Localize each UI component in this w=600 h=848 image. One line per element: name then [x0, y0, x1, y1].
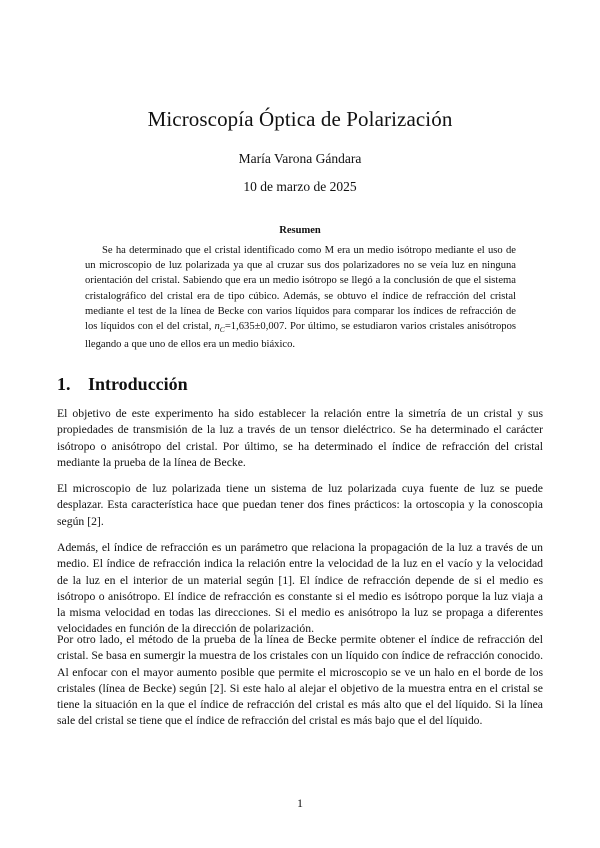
- page-number: 1: [297, 796, 303, 810]
- refractive-index-symbol: n: [214, 321, 220, 333]
- abstract-text-before: Se ha determinado que el cristal identificado como M era un medio isótropo mediante el uso de un microscopio de luz polarizada ya que al cruzar sus dos polarizadores no se veía luz en ninguna orientación del cristal. Sabiendo que era un medio isótropo se llegó a la conclusión de que el sistema cristalográfico del cristal era de tipo cúbico. Además, se obtuvo el índice de refracción del cristal mediante el test de la línea de Becke con varios líquidos para comparar los índices de refracción de los líquidos con el del cristal,: [85, 245, 516, 333]
- section-heading: [57, 374, 188, 395]
- intro-paragraph-4: Por otro lado, el método de la prueba de la línea de Becke permite obtener el índice de refracción del cristal. Se basa en sumergir la muestra de los cristales con un líquido con índice de refracción conocido. Al enfocar con el mayor aumento posible que permite el microscopio se ve un halo en el borde de los cristales (línea de Becke) según [2]. Si este halo al alejar el objetivo de la muestra entra en el cristal se tiene la situación en la que el índice de refracción del cristal es más alto que el del líquido. Si la línea sale del cristal se tiene que el índice de refracción del cristal es más bajo que el del líquido.: [57, 633, 543, 728]
- abstract-text: [85, 243, 516, 353]
- section-title: Introducción: [88, 374, 188, 394]
- paper-date: 10 de marzo de 2025: [243, 179, 357, 194]
- section-number: 1.: [57, 374, 71, 394]
- author-name: María Varona Gándara: [238, 151, 362, 166]
- intro-paragraph-1: El objetivo de este experimento ha sido establecer la relación entre la simetría de un cristal y sus propiedades de transmisión de la luz a través de un tensor dieléctrico. Se ha determinado el carácter isótropo o anisótropo del cristal. Por último, se ha determinado el índice de refracción del cristal mediante la prueba de la línea de Becke.: [57, 407, 543, 469]
- paper-title: Microscopía Óptica de Polarización: [147, 107, 453, 131]
- abstract-text-after: =1,635±0,007. Por último, se estudiaron varios cristales anisótropos llegando a que uno de ellos era un medio biáxico.: [85, 321, 517, 351]
- refractive-index-subscript: C: [219, 325, 225, 335]
- abstract-heading: Resumen: [279, 225, 321, 236]
- intro-paragraph-3: Además, el índice de refracción es un parámetro que relaciona la propagación de la luz a través de un medio. El índice de refracción indica la relación entre la velocidad de la luz en el vacío y la velocidad de la luz en el interior de un material según [1]. El índice de refracción depende de si el medio es isótropo o anisótropo. El índice de refracción es constante si el medio es isótropo porque la luz viaja a la misma velocidad en todas las direcciones. Si el medio es anisótropo la luz se propaga a diferentes velocidades en función de la dirección de polarización.: [57, 541, 543, 636]
- intro-paragraph-2: El microscopio de luz polarizada tiene un sistema de luz polarizada cuya fuente de luz se puede desplazar. Esta característica hace que puedan tener dos fines prácticos: la ortoscopia y la conoscopia según [2].: [57, 482, 543, 528]
